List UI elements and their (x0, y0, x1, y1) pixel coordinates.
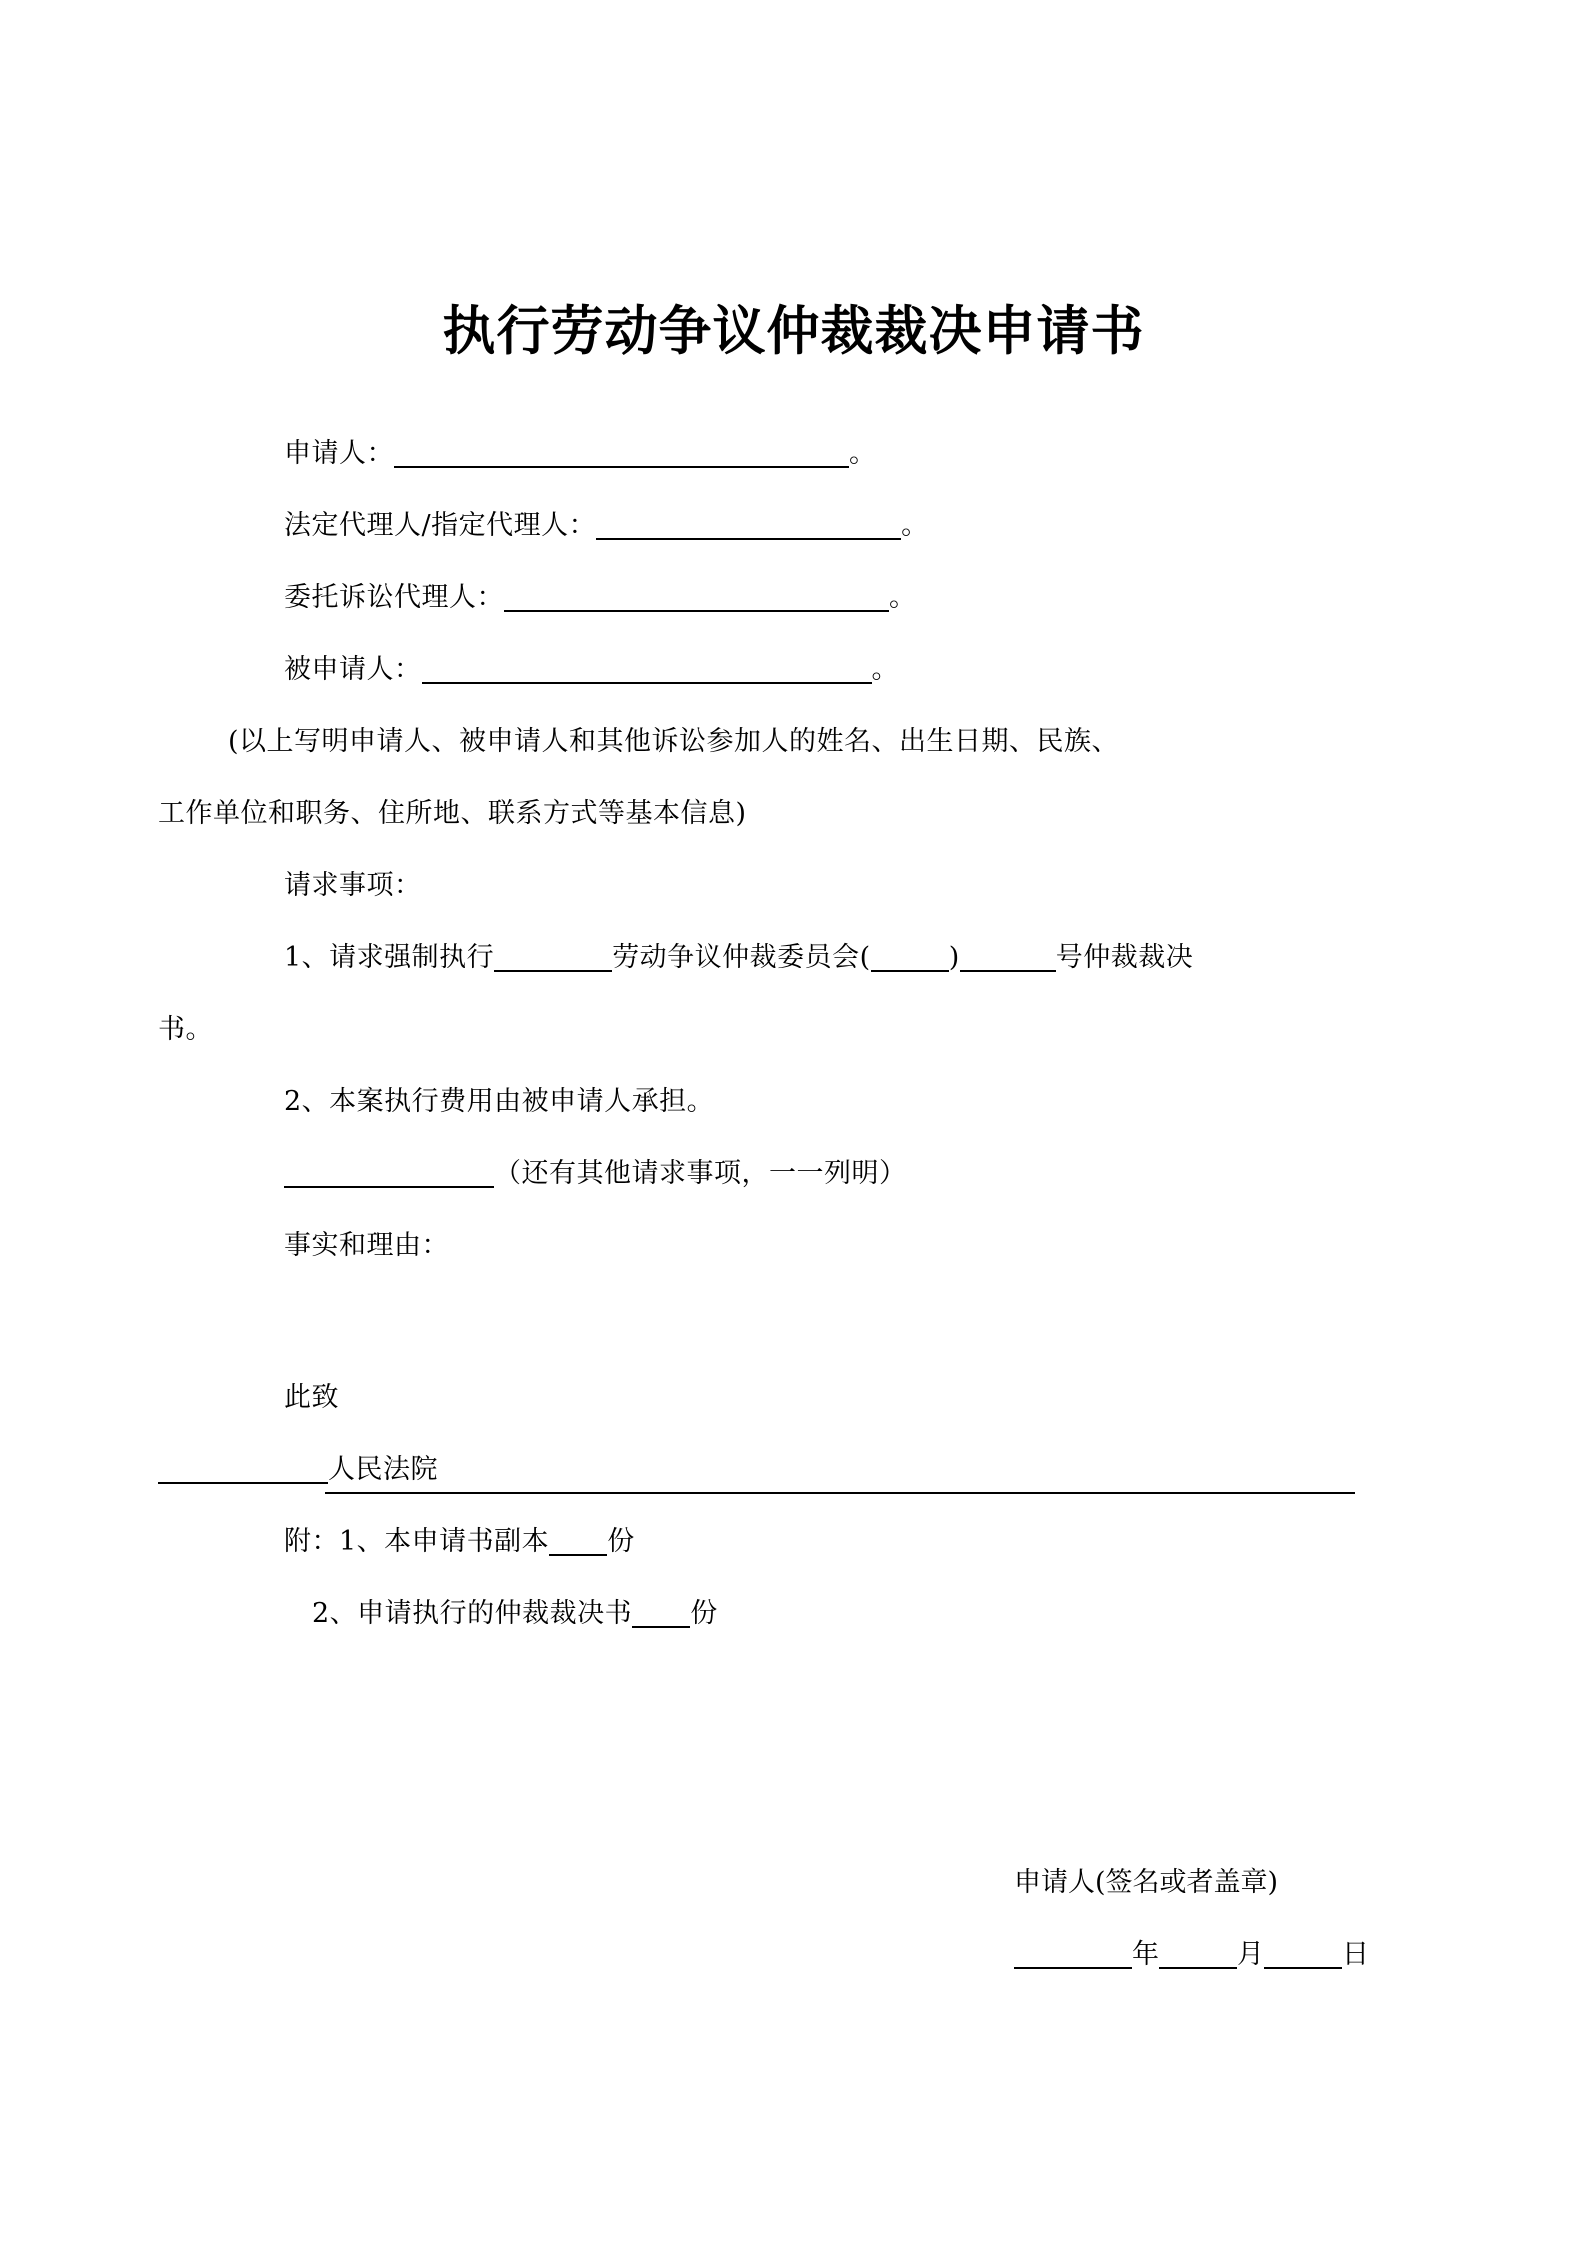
date-year-blank[interactable] (1014, 1967, 1132, 1969)
salutation-line (228, 1384, 1363, 1456)
date-day-blank[interactable] (1264, 1967, 1342, 1969)
entrusted-agent-period: 。 (889, 582, 917, 613)
date-month-blank[interactable] (1159, 1967, 1237, 1969)
court-name-blank[interactable] (158, 1482, 328, 1484)
attachment-1-count-blank[interactable] (549, 1554, 607, 1556)
legal-representative-period: 。 (901, 510, 929, 541)
claim-item-1-text-a: 1、请求强制执行 (284, 942, 495, 973)
claim-item-1-wrap-text: 书。 (158, 1014, 213, 1045)
applicant-label: 申请人： (284, 438, 394, 469)
facts-blank-rule (325, 1492, 1355, 1494)
claim-item-2-line (228, 1088, 1363, 1160)
claim-other-line (228, 1160, 1363, 1232)
arbitration-number-blank[interactable] (960, 970, 1056, 972)
claims-heading: 请求事项： (284, 870, 422, 901)
respondent-label: 被申请人： (284, 654, 422, 685)
respondent-line (228, 656, 1363, 728)
attachment-1-text-a: 附：1、本申请书副本 (284, 1526, 550, 1557)
attachment-line-1 (228, 1528, 1363, 1600)
applicant-signature-line (1014, 1860, 1414, 1932)
legal-representative-line (228, 512, 1363, 584)
entrusted-agent-blank[interactable] (504, 610, 889, 612)
attachment-line-2 (228, 1600, 1363, 1672)
arbitration-commission-blank[interactable] (494, 970, 612, 972)
date-line (1014, 1932, 1414, 2004)
entrusted-agent-line (228, 584, 1363, 656)
court-suffix-text: 人民法院 (328, 1454, 438, 1485)
legal-representative-label: 法定代理人/指定代理人： (284, 510, 597, 541)
salutation-text: 此致 (284, 1382, 339, 1413)
applicant-period: 。 (849, 438, 877, 469)
page-title: 执行劳动争议仲裁裁决申请书 (442, 299, 1145, 362)
respondent-blank[interactable] (422, 682, 872, 684)
claim-item-1-text-c: ) (948, 942, 960, 973)
applicant-signature-label: 申请人(签名或者盖章) (1014, 1867, 1279, 1898)
legal-representative-blank[interactable] (596, 538, 901, 540)
claim-other-blank[interactable] (284, 1186, 494, 1188)
claim-item-1-line (228, 944, 1363, 1016)
facts-heading: 事实和理由： (284, 1230, 449, 1261)
attachment-2-text-a: 2、申请执行的仲裁裁决书 (312, 1598, 633, 1629)
facts-heading-line (228, 1232, 1363, 1304)
arbitration-year-blank[interactable] (871, 970, 949, 972)
attachment-2-count-blank[interactable] (632, 1626, 690, 1628)
document-body (158, 438, 1363, 1672)
facts-content-area[interactable] (228, 1304, 1363, 1384)
claim-other-note: （还有其他请求事项，一一列明） (494, 1158, 907, 1189)
claim-item-1-text-b: 劳动争议仲裁委员会( (612, 942, 871, 973)
claim-item-2-text: 2、本案执行费用由被申请人承担。 (284, 1086, 715, 1117)
attachment-2-text-b: 份 (690, 1598, 718, 1629)
attachment-1-text-b: 份 (607, 1526, 635, 1557)
claims-heading-line (228, 872, 1363, 944)
entrusted-agent-label: 委托诉讼代理人： (284, 582, 504, 613)
claim-item-1-wrap-line (158, 1016, 1363, 1088)
parties-note-text-2: 工作单位和职务、住所地、联系方式等基本信息) (158, 798, 747, 829)
parties-note-text-1: (以上写明申请人、被申请人和其他诉讼参加人的姓名、出生日期、民族、 (228, 726, 1120, 757)
signature-block (1014, 1860, 1414, 2004)
parties-note-line-2 (158, 800, 1363, 872)
date-month-label: 月 (1237, 1939, 1264, 1970)
respondent-period: 。 (871, 654, 899, 685)
claim-item-1-text-d: 号仲裁裁决 (1055, 942, 1194, 973)
date-day-label: 日 (1342, 1939, 1369, 1970)
parties-note-line-1 (228, 728, 1363, 800)
date-year-label: 年 (1132, 1939, 1159, 1970)
applicant-line (228, 440, 1363, 512)
applicant-blank[interactable] (394, 466, 849, 468)
